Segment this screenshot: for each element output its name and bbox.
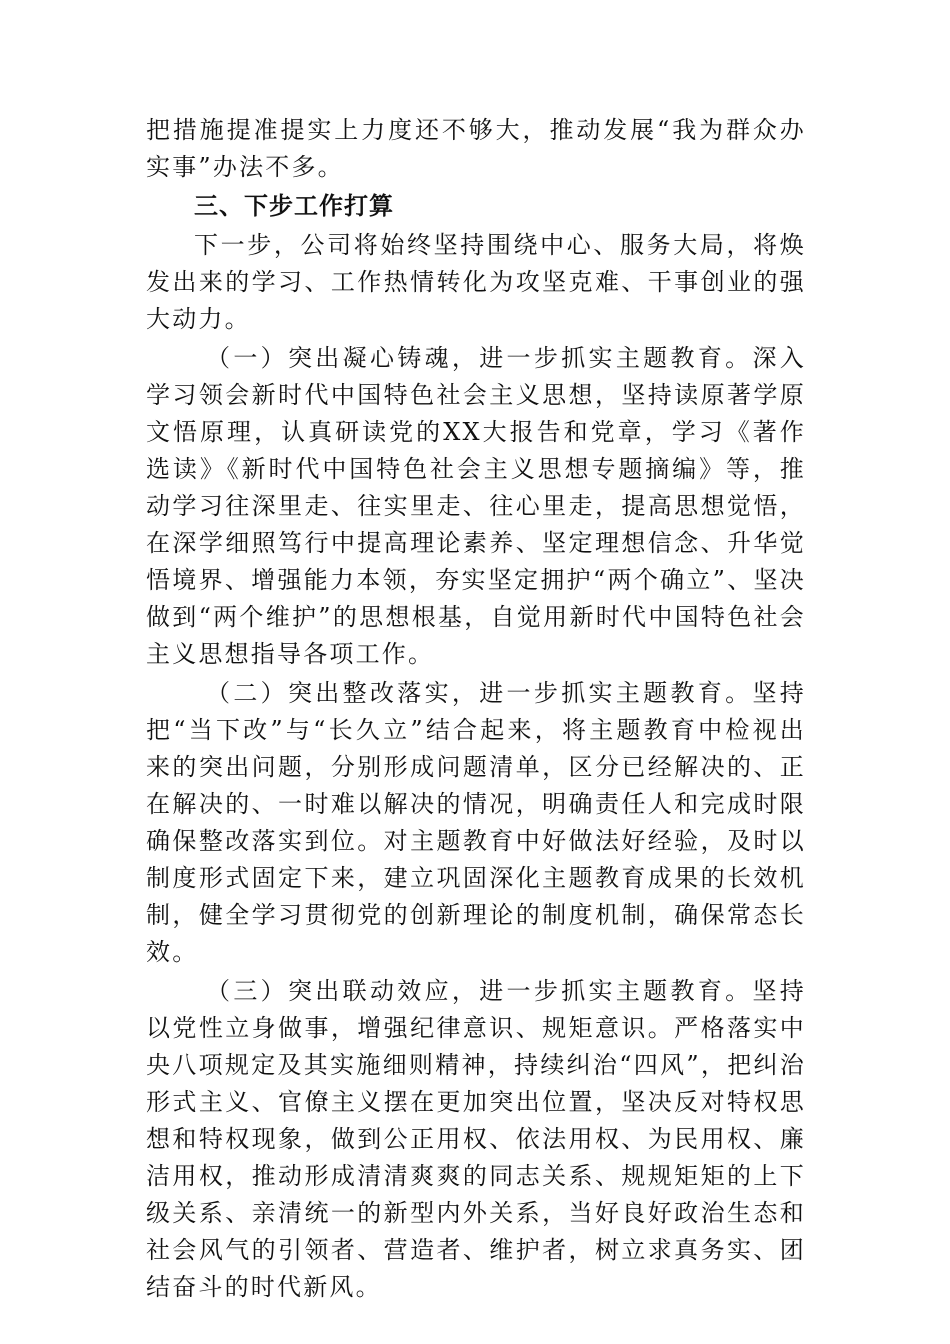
document-page — [146, 112, 806, 1308]
continued-paragraph: 把措施提准提实上力度还不够大，推动发展“我为群众办实事”办法不多。 — [146, 116, 806, 181]
intro-paragraph: 下一步，公司将始终坚持围绕中心、服务大局，将焕发出来的学习、工作热情转化为攻坚克难、干事创业的强大动力。 — [146, 231, 806, 333]
section-heading: 三、下步工作打算 — [194, 192, 394, 220]
item-paragraph-2: （二）突出整改落实，进一步抓实主题教育。坚持把“当下改”与“长久立”结合起来，将主题教育中检视出来的突出问题，分别形成问题清单，区分已经解决的、正在解决的、一时难以解决的情况，明确责任人和完成时限确保整改落实到位。对主题教育中好做法好经验，及时以制度形式固定下来，建立巩固深化主题教育成果的长效机制，健全学习贯彻党的创新理论的制度机制，确保常态长效。 — [146, 679, 806, 966]
item-paragraph-1: （一）突出凝心铸魂，进一步抓实主题教育。深入学习领会新时代中国特色社会主义思想，坚持读原著学原文悟原理，认真研读党的XX大报告和党章，学习《著作选读》《新时代中国特色社会主义思想专题摘编》等，推动学习往深里走、往实里走、往心里走，提高思想觉悟，在深学细照笃行中提高理论素养、坚定理想信念、升华觉悟境界、增强能力本领，夯实坚定拥护“两个确立”、坚决做到“两个维护”的思想根基，自觉用新时代中国特色社会主义思想指导各项工作。 — [146, 344, 806, 668]
item-paragraph-3: （三）突出联动效应，进一步抓实主题教育。坚持以党性立身做事，增强纪律意识、规矩意识。严格落实中央八项规定及其实施细则精神，持续纠治“四风”，把纠治形式主义、官僚主义摆在更加突出位置，坚决反对特权思想和特权现象，做到公正用权、依法用权、为民用权、廉洁用权，推动形成清清爽爽的同志关系、规规矩矩的上下级关系、亲清统一的新型内外关系，当好良好政治生态和社会风气的引领者、营造者、维护者，树立求真务实、团结奋斗的时代新风。 — [146, 977, 806, 1301]
